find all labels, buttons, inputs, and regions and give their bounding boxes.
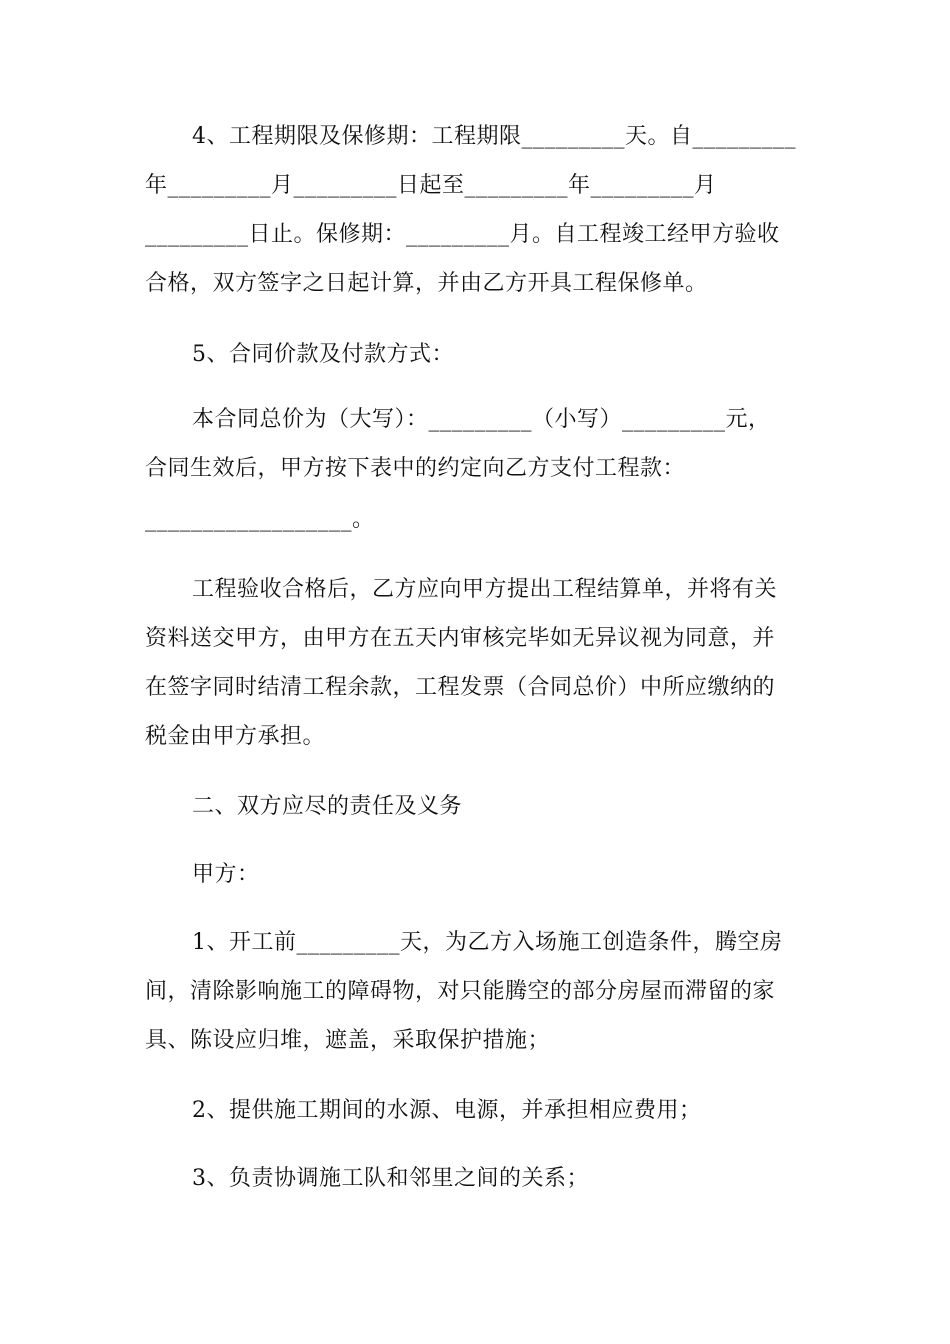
line-payment-schedule: 合同生效后，甲方按下表中的约定向乙方支付工程款： — [145, 456, 686, 481]
line-item-3: 3、负责协调施工队和邻里之间的关系； — [192, 1166, 589, 1191]
line-acceptance-4: 税金由甲方承担。 — [145, 724, 326, 749]
line-item-1-cont: 间，清除影响施工的障碍物，对只能腾空的部分房屋而滞留的家 — [145, 979, 776, 1004]
line-item-1-cont-2: 具、陈设应归堆，遮盖，采取保护措施； — [145, 1028, 551, 1053]
line-acceptance-3: 在签字同时结清工程余款，工程发票（合同总价）中所应缴纳的 — [145, 675, 776, 700]
line-warranty: _________日止。保修期：_________月。自工程竣工经甲方验收 — [145, 222, 780, 247]
heading-party-a: 甲方： — [192, 862, 260, 887]
line-acceptance-2: 资料送交甲方，由甲方在五天内审核完毕如无异议视为同意，并 — [145, 626, 776, 651]
line-blank-field: __________________。 — [145, 507, 375, 532]
line-item-1: 1、开工前_________天，为乙方入场施工创造条件，腾空房 — [192, 930, 783, 955]
line-item-2: 2、提供施工期间的水源、电源，并承担相应费用； — [192, 1098, 702, 1123]
line-acceptance: 工程验收合格后，乙方应向甲方提出工程结算单，并将有关 — [192, 577, 778, 602]
line-term-dates: 年_________月_________日起至_________年_________月 — [145, 173, 717, 198]
line-warranty-cont: 合格，双方签字之日起计算，并由乙方开具工程保修单。 — [145, 271, 708, 296]
heading-price-payment: 5、合同价款及付款方式： — [192, 342, 454, 367]
line-total-price: 本合同总价为（大写）：_________（小写）_________元， — [192, 407, 771, 432]
line-term-period: 4、工程期限及保修期：工程期限_________天。自_________ — [192, 124, 796, 149]
heading-responsibilities: 二、双方应尽的责任及义务 — [192, 794, 463, 819]
